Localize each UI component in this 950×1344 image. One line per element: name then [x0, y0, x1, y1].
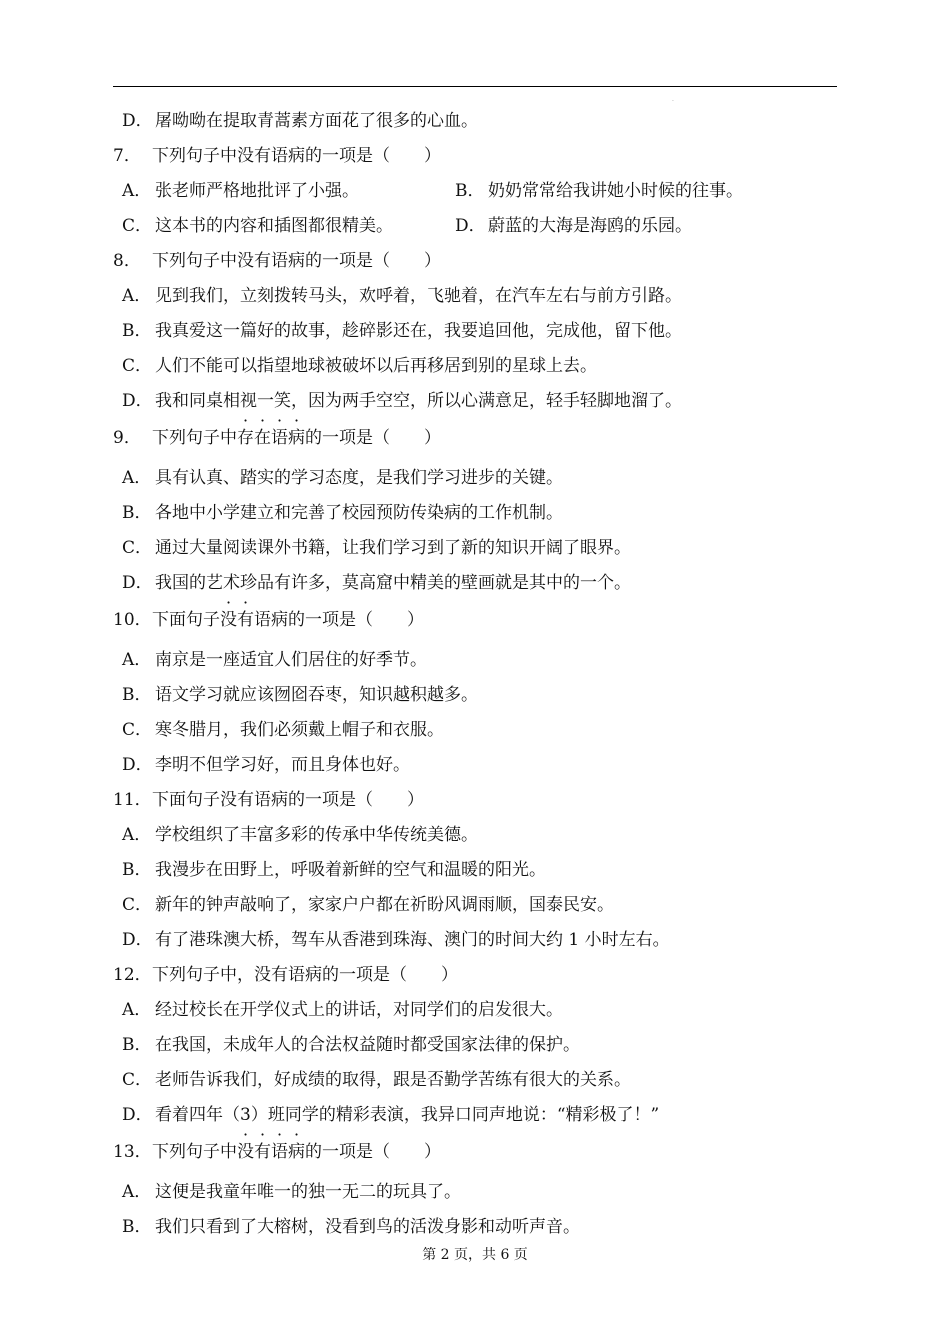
q8-option-b: B． 我真爱这一篇好的故事，趁碎影还在，我要追回他，完成他，留下他。 [122, 321, 682, 341]
emphasis-char: 没 [237, 1142, 254, 1162]
question-13: 13．下列句子中没有语病的一项是（ ） [113, 1142, 441, 1162]
question-8: 8． 下列句子中没有语病的一项是（ ） [113, 251, 441, 271]
emphasis-char: 在 [254, 428, 271, 448]
q12-option-b: B． 在我国，未成年人的合法权益随时都受国家法律的保护。 [122, 1035, 580, 1055]
q10-option-c: C． 寒冬腊月，我们必须戴上帽子和衣服。 [122, 720, 444, 740]
q8-option-c: C． 人们不能可以指望地球被破坏以后再移居到别的星球上去。 [122, 356, 597, 376]
q12-option-c: C． 老师告诉我们，好成绩的取得，跟是否勤学苦练有很大的关系。 [122, 1070, 631, 1090]
emphasis-char: 病 [288, 428, 305, 448]
stray-mark: . [672, 96, 674, 103]
q10-option-a: A． 南京是一座适宜人们居住的好季节。 [122, 650, 427, 670]
q13-option-b: B． 我们只看到了大榕树，没看到鸟的活泼身影和动听声音。 [122, 1217, 580, 1237]
emphasis-char: 没 [220, 610, 237, 630]
question-10: 10．下面句子没有语病的一项是（ ） [113, 610, 424, 630]
q9-option-d: D． 我国的艺术珍品有许多，莫高窟中精美的壁画就是其中的一个。 [122, 573, 631, 593]
q12-option-a: A． 经过校长在开学仪式上的讲话，对同学们的启发很大。 [122, 1000, 563, 1020]
q9-option-a: A． 具有认真、踏实的学习态度，是我们学习进步的关键。 [122, 468, 563, 488]
q9-option-c: C． 通过大量阅读课外书籍，让我们学习到了新的知识开阔了眼界。 [122, 538, 631, 558]
q11-option-d: D． 有了港珠澳大桥，驾车从香港到珠海、澳门的时间大约 1 小时左右。 [122, 930, 670, 950]
question-9: 9． 下列句子中存在语病的一项是（ ） [113, 428, 441, 448]
emphasis-char: 存 [237, 428, 254, 448]
q12-option-d: D． 看着四年（3）班同学的精彩表演，我异口同声地说：“精彩极了！” [122, 1105, 660, 1125]
question-7: 7． 下列句子中没有语病的一项是（ ） [113, 146, 441, 166]
emphasis-char: 病 [288, 1142, 305, 1162]
page-footer: 第 2 页，共 6 页 [422, 1247, 528, 1263]
question-12: 12．下列句子中，没有语病的一项是（ ） [113, 965, 458, 985]
q8-option-d: D． 我和同桌相视一笑，因为两手空空，所以心满意足，轻手轻脚地溜了。 [122, 391, 682, 411]
q13-option-a: A． 这便是我童年唯一的独一无二的玩具了。 [122, 1182, 461, 1202]
q11-option-c: C． 新年的钟声敲响了，家家户户都在祈盼风调雨顺，国泰民安。 [122, 895, 614, 915]
q11-option-a: A． 学校组织了丰富多彩的传承中华传统美德。 [122, 825, 478, 845]
emphasis-char: 有 [237, 610, 254, 630]
emphasis-char: 语 [271, 1142, 288, 1162]
q7-option-d: D． 蔚蓝的大海是海鸥的乐园。 [455, 216, 692, 236]
header-rule [113, 86, 837, 87]
emphasis-char: 语 [271, 428, 288, 448]
q10-option-b: B． 语文学习就应该囫囵吞枣，知识越积越多。 [122, 685, 478, 705]
question-11: 11．下面句子没有语病的一项是（ ） [113, 790, 424, 810]
q8-option-a: A． 见到我们，立刻拨转马头，欢呼着，飞驰着，在汽车左右与前方引路。 [122, 286, 682, 306]
q6-option-d: D． 屠呦呦在提取青蒿素方面花了很多的心血。 [122, 111, 478, 131]
q7-option-b: B． 奶奶常常给我讲她小时候的往事。 [455, 181, 743, 201]
q7-option-c: C． 这本书的内容和插图都很精美。 [122, 216, 393, 236]
q10-option-d: D． 李明不但学习好，而且身体也好。 [122, 755, 410, 775]
q7-option-a: A． 张老师严格地批评了小强。 [122, 181, 359, 201]
q9-option-b: B． 各地中小学建立和完善了校园预防传染病的工作机制。 [122, 503, 563, 523]
emphasis-char: 有 [254, 1142, 271, 1162]
q11-option-b: B． 我漫步在田野上，呼吸着新鲜的空气和温暖的阳光。 [122, 860, 546, 880]
